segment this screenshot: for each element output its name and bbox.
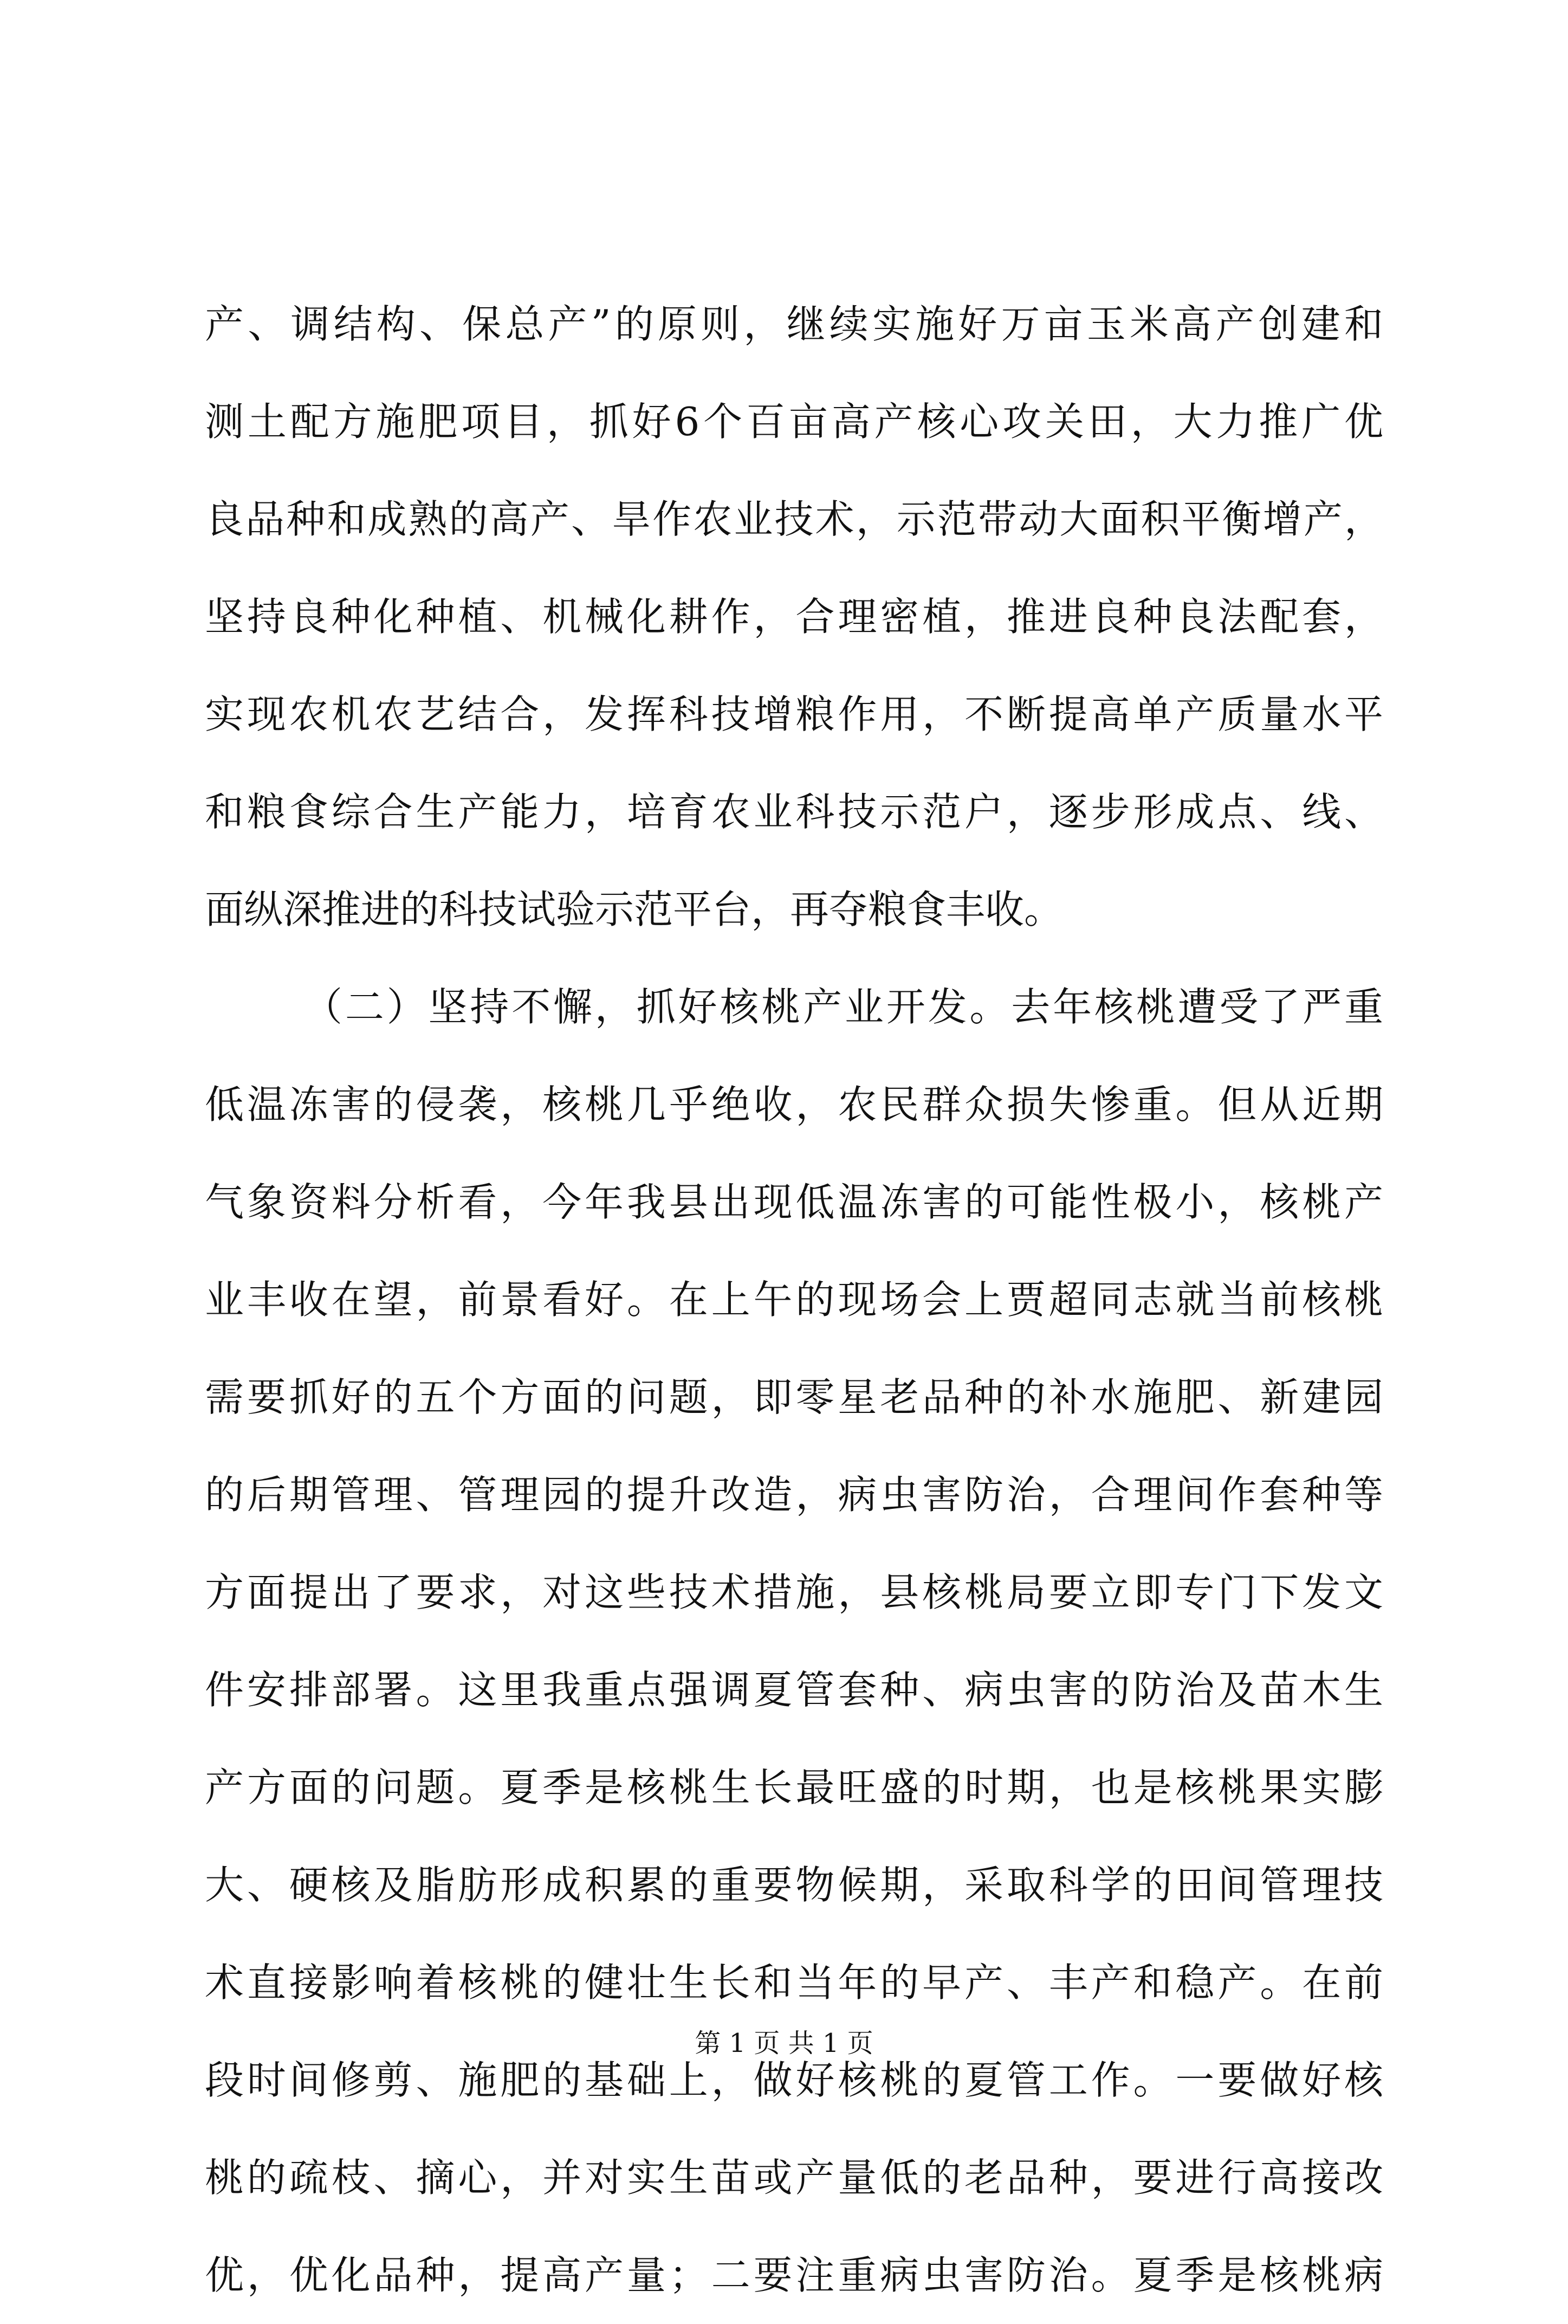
text-line: 件安排部署。这里我重点强调夏管套种、病虫害的防治及苗木生: [205, 1667, 1383, 1713]
text-line: 的后期管理、管理园的提升改造，病虫害防治，合理间作套种等: [205, 1472, 1383, 1518]
paragraph-2: [205, 958, 1383, 2324]
text-line: 坚持良种化种植、机械化耕作，合理密植，推进良种良法配套，: [205, 594, 1383, 640]
text-line: 大、硬核及脂肪形成积累的重要物候期，采取科学的田间管理技: [205, 1862, 1383, 1908]
text-line: 良品种和成熟的高产、旱作农业技术，示范带动大面积平衡增产，: [205, 496, 1383, 542]
text-line: 测土配方施肥项目，抓好6个百亩高产核心攻关田，大力推广优: [205, 399, 1383, 444]
text-line: 桃的疏枝、摘心，并对实生苗或产量低的老品种，要进行高接改: [205, 2155, 1383, 2200]
text-line: 和粮食综合生产能力，培育农业科技示范户，逐步形成点、线、: [205, 789, 1383, 835]
text-line: 业丰收在望，前景看好。在上午的现场会上贾超同志就当前核桃: [205, 1277, 1383, 1322]
text-line: 面纵深推进的科技试验示范平台，再夺粮食丰收。: [205, 887, 1064, 932]
text-line: 方面提出了要求，对这些技术措施，县核桃局要立即专门下发文: [205, 1570, 1383, 1615]
page-number-footer: 第 1 页 共 1 页: [695, 2028, 873, 2058]
text-line: 术直接影响着核桃的健壮生长和当年的早产、丰产和稳产。在前: [205, 1960, 1383, 2005]
text-line: 需要抓好的五个方面的问题，即零星老品种的补水施肥、新建园: [205, 1374, 1383, 1420]
text-line: 优，优化品种，提高产量；二要注重病虫害防治。夏季是核桃病: [205, 2252, 1383, 2298]
paragraph-1: [205, 275, 1383, 958]
text-line: 低温冻害的侵袭，核桃几乎绝收，农民群众损失惨重。但从近期: [205, 1082, 1383, 1127]
text-line: 段时间修剪、施肥的基础上，做好核桃的夏管工作。一要做好核: [205, 2057, 1383, 2103]
text-line: 气象资料分析看，今年我县出现低温冻害的可能性极小，核桃产: [205, 1179, 1383, 1225]
text-line: 实现农机农艺结合，发挥科技增粮作用，不断提高单产质量水平: [205, 692, 1383, 737]
text-line: 产方面的问题。夏季是核桃生长最旺盛的时期，也是核桃果实膨: [205, 1765, 1383, 1810]
text-line: 产、调结构、保总产”的原则，继续实施好万亩玉米高产创建和: [205, 301, 1383, 347]
document-body: [205, 275, 1383, 2324]
section-heading-line: （二）坚持不懈，抓好核桃产业开发。去年核桃遭受了严重: [303, 984, 1383, 1030]
